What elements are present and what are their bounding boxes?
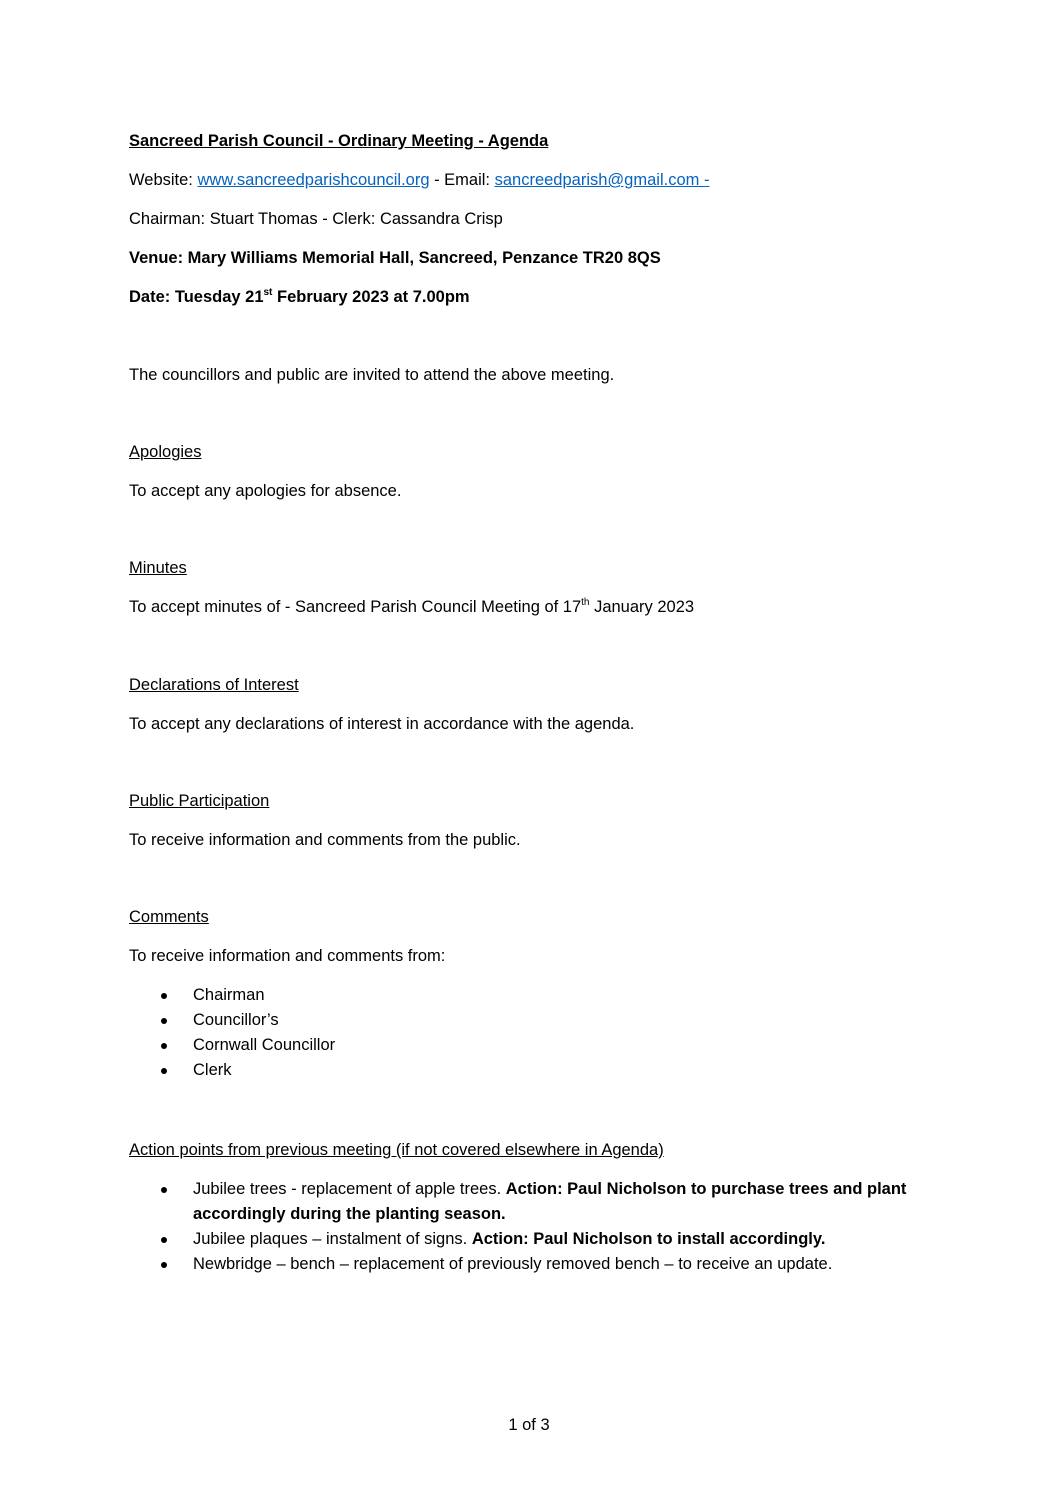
- website-link[interactable]: www.sancreedparishcouncil.org: [197, 171, 430, 189]
- list-item: [129, 1252, 941, 1277]
- action-owner: Action: Paul Nicholson to purchase trees and plant accordingly during the planting season.: [193, 1180, 907, 1223]
- actions-heading: Action points from previous meeting (if not covered elsewhere in Agenda): [129, 1141, 664, 1159]
- bullet-icon: [161, 1237, 167, 1243]
- bullet-icon: [161, 993, 167, 999]
- officers-line: Chairman: Stuart Thomas - Clerk: Cassandra Crisp: [129, 210, 503, 228]
- list-item-text: Councillor’s: [193, 1011, 279, 1029]
- date-prefix: Date: Tuesday 21: [129, 288, 264, 306]
- public-text: To receive information and comments from the public.: [129, 831, 521, 849]
- action-text: Jubilee trees - replacement of apple trees.: [193, 1180, 506, 1198]
- contact-line: [129, 170, 709, 190]
- list-item-text: Cornwall Councillor: [193, 1036, 336, 1054]
- minutes-text: [129, 597, 694, 617]
- action-text: Newbridge – bench – replacement of previously removed bench – to receive an update.: [193, 1255, 833, 1273]
- bullet-icon: [161, 1043, 167, 1049]
- minutes-text-prefix: To accept minutes of - Sancreed Parish Council Meeting of 17: [129, 598, 582, 616]
- list-item-text: Chairman: [193, 986, 265, 1004]
- date-ordinal: st: [263, 286, 273, 298]
- apologies-heading: Apologies: [129, 443, 202, 461]
- email-separator: - Email:: [429, 171, 495, 189]
- date-suffix: February 2023 at 7.00pm: [272, 288, 470, 306]
- action-text: Jubilee plaques – instalment of signs.: [193, 1230, 472, 1248]
- email-link[interactable]: sancreedparish@gmail.com -: [494, 171, 710, 189]
- venue-line: Venue: Mary Williams Memorial Hall, Sancreed, Penzance TR20 8QS: [129, 249, 661, 267]
- list-item: [129, 983, 949, 1008]
- minutes-heading: Minutes: [129, 559, 187, 577]
- minutes-ordinal: th: [581, 596, 590, 608]
- declarations-heading: Declarations of Interest: [129, 676, 299, 694]
- minutes-text-suffix: January 2023: [589, 598, 695, 616]
- agenda-title: Sancreed Parish Council - Ordinary Meeting - Agenda: [129, 132, 549, 150]
- list-item: [129, 1058, 949, 1083]
- apologies-text: To accept any apologies for absence.: [129, 482, 402, 500]
- bullet-icon: [161, 1262, 167, 1268]
- declarations-text: To accept any declarations of interest in accordance with the agenda.: [129, 715, 635, 733]
- list-item: [129, 1227, 941, 1252]
- public-heading: Public Participation: [129, 792, 270, 810]
- list-item: [129, 1033, 949, 1058]
- page-number: 1 of 3: [508, 1416, 550, 1434]
- comments-list: [129, 983, 949, 1083]
- bullet-icon: [161, 1187, 167, 1193]
- actions-list: [129, 1177, 941, 1277]
- bullet-icon: [161, 1018, 167, 1024]
- list-item-text: Clerk: [193, 1061, 232, 1079]
- date-line: [129, 287, 470, 307]
- list-item: [129, 1177, 941, 1227]
- action-owner: Action: Paul Nicholson to install accordingly.: [471, 1230, 826, 1248]
- bullet-icon: [161, 1068, 167, 1074]
- comments-text: To receive information and comments from:: [129, 947, 446, 965]
- list-item: [129, 1008, 949, 1033]
- website-label: Website:: [129, 171, 198, 189]
- comments-heading: Comments: [129, 908, 209, 926]
- intro-text: The councillors and public are invited to attend the above meeting.: [129, 366, 615, 384]
